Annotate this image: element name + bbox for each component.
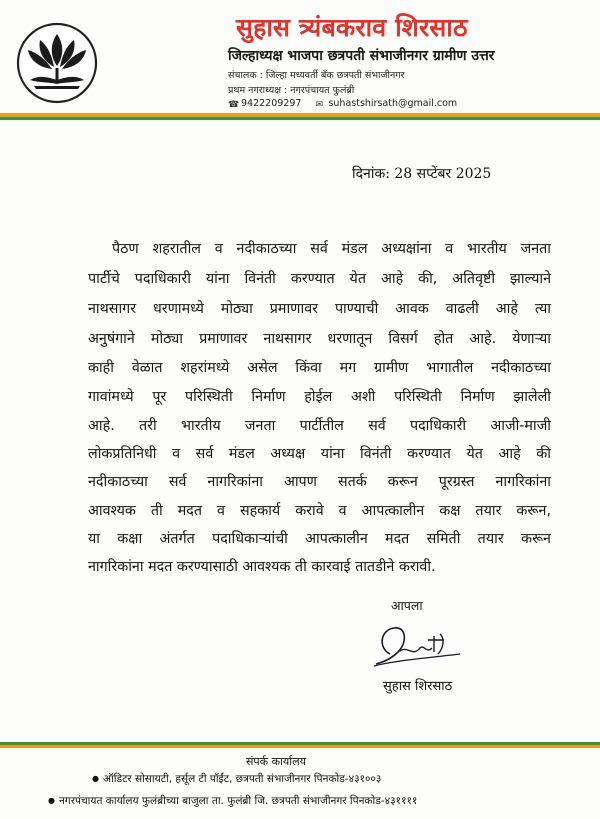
email-address: suhastshirsath@gmail.com bbox=[328, 98, 458, 109]
letter-closing: आपला bbox=[391, 598, 423, 613]
body-line: आवश्यक ती मदत व सहकार्य करावे व आपत्कालीन कक्ष तयार करून, bbox=[88, 503, 551, 519]
body-line: काही वेळात शहरांमध्ये असेल किंवा मग ग्रामीण भागातील नदीकाठच्या bbox=[88, 360, 551, 376]
body-line: अनुषंगाने मोठ्या प्रमाणावर नाथसागर धरणातून विसर्ग होत आहे. येणाऱ्या bbox=[88, 331, 551, 347]
office-address-2 bbox=[48, 794, 417, 808]
phone-number: 9422209297 bbox=[241, 98, 302, 109]
letterhead-name: सुहास त्र्यंबकराव शिरसाठ bbox=[236, 13, 468, 42]
letterhead-subtitle-1: संचालक : जिल्हा मध्यवर्ती बँक छत्रपती संभाजीनगर bbox=[228, 70, 405, 81]
phone-icon: ☎ bbox=[228, 100, 240, 110]
body-line: गावांमध्ये पूर परिस्थिती निर्माण होईल अशी परिस्थिती निर्माण झालेली bbox=[88, 389, 551, 405]
body-line: नाथसागर धरणामध्ये मोठ्या प्रमाणावर पाण्याची आवक वाढली आहे त्या bbox=[88, 301, 551, 317]
office-title: संपर्क कार्यालय bbox=[246, 755, 306, 768]
address-text: नगरपंचायत कार्यालय फुलंब्रीच्या बाजुला ता. फुलंब्री जि. छत्रपती संभाजीनगर पिनकोड-४३११११ bbox=[58, 795, 418, 807]
header-tricolor-band bbox=[0, 113, 600, 121]
signer-name: सुहास शिरसाठ bbox=[383, 679, 453, 694]
letter-date: दिनांक: 28 सप्टेंबर 2025 bbox=[352, 166, 492, 182]
lotus-icon bbox=[16, 22, 98, 104]
bullet-icon: ● bbox=[92, 774, 99, 783]
body-line: आहे. तरी भारतीय जनता पार्टीतील सर्व पदाधिकारी आजी-माजी bbox=[88, 418, 551, 434]
body-line: या कक्षा अंतर्गत पदाधिकाऱ्यांची आपत्कालीन मदत समिती तयार करून bbox=[88, 531, 551, 547]
body-line: पार्टीचे पदाधिकारी यांना विनंती करण्यात येत आहे की, अतिवृष्टी झाल्याने bbox=[88, 271, 551, 287]
mail-icon: ✉ bbox=[315, 100, 323, 110]
letterhead-subtitle-2: प्रथम नगराध्यक्ष : नगरपंचायत फुलंब्री bbox=[228, 85, 355, 96]
footer-tricolor-band bbox=[0, 742, 600, 748]
office-address-1 bbox=[92, 772, 381, 786]
address-text: ऑडिटर सोसायटी, हर्सूल टी पॉईंट, छत्रपती संभाजीनगर पिनकोड-४३१००३ bbox=[102, 773, 382, 785]
body-line: नागरिकांना मदत करण्यासाठी आवश्यक ती कारवाई तातडीने करावी. bbox=[88, 559, 436, 575]
signature bbox=[368, 618, 476, 674]
bullet-icon: ● bbox=[48, 796, 55, 805]
body-line: लोकप्रतिनिधी व सर्व मंडल अध्यक्ष यांना विनंती करण्यात येत आहे की bbox=[88, 446, 551, 462]
body-line: नदीकाठच्या सर्व नागरिकांना आपण सतर्क करून पूरग्रस्त नागरिकांना bbox=[88, 474, 551, 490]
body-line: पैठण शहरातील व नदीकाठच्या सर्व मंडल अध्यक्षांना व भारतीय जनता bbox=[112, 241, 551, 257]
letterhead-designation: जिल्हाध्यक्ष भाजपा छत्रपती संभाजीनगर ग्रामीण उत्तर bbox=[228, 48, 495, 64]
letterhead-contact bbox=[228, 98, 457, 110]
